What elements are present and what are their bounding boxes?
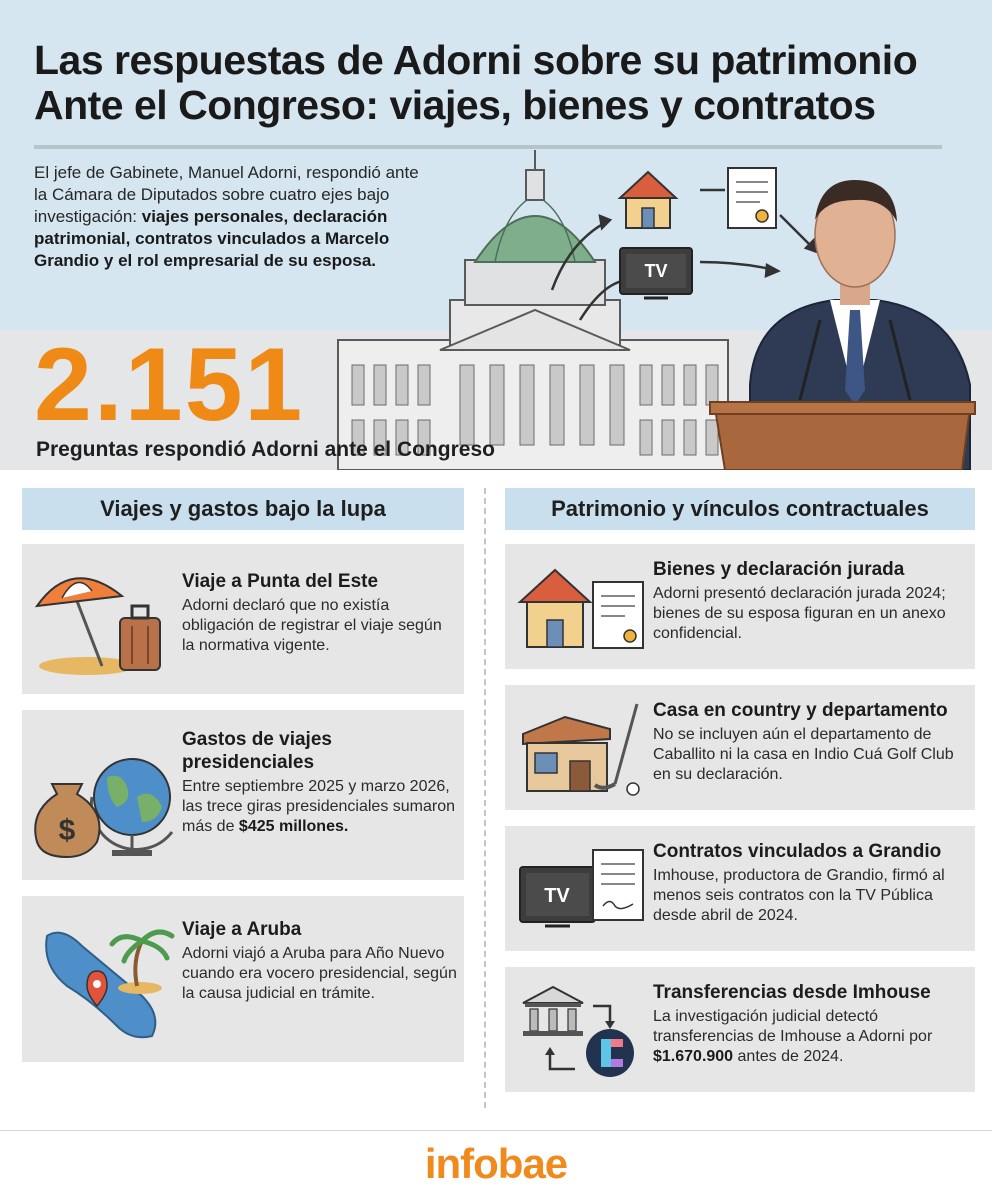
card-title: Viaje a Punta del Este (182, 571, 379, 592)
beach-umbrella-suitcase-icon (32, 566, 182, 676)
left-column (22, 488, 464, 1078)
card-text: No se incluyen aún el departamento de Caballito ni la casa en Indio Cuá Golf Club en su declaración. (653, 726, 954, 783)
card-text-amount: $425 millones. (238, 818, 349, 835)
title-rule (34, 145, 942, 149)
card-text (182, 777, 457, 837)
house-golf-icon (515, 699, 650, 799)
bank-transfer-icon (515, 981, 650, 1081)
house-icon (620, 172, 676, 228)
right-column (505, 488, 975, 1108)
card-text: Imhouse, productora de Grandio, firmó al menos seis contratos con la TV Pública desde abril de 2024. (653, 867, 945, 924)
tv-label: TV (544, 885, 570, 907)
card-title: Contratos vinculados a Grandio (653, 841, 942, 862)
tv-icon (620, 248, 692, 298)
card-gastos-viajes (22, 710, 464, 880)
footer-rule (0, 1130, 992, 1131)
card-bienes-declaracion (505, 544, 975, 669)
card-text: Adorni viajó a Aruba para Año Nuevo cuando era vocero presidencial, según la causa judicial en trámite. (182, 945, 457, 1002)
card-text: Adorni declaró que no existía obligación de registrar el viaje según la normativa vigente. (182, 597, 442, 654)
column-divider (484, 488, 486, 1108)
card-title: Viaje a Aruba (182, 919, 302, 940)
section-title-assets: Patrimonio y vínculos contractuales (505, 488, 975, 530)
card-text (653, 1007, 968, 1067)
card-title: Transferencias desde Imhouse (653, 982, 931, 1003)
card-text-plain: Entre septiembre 2025 y marzo 2026, las trece giras presidenciales sumaron más de (182, 778, 456, 835)
card-casa-country (505, 685, 975, 810)
hero-section (0, 0, 992, 470)
money-bag-globe-icon (32, 742, 182, 862)
svg-text:$: $ (58, 814, 76, 847)
intro-bold: viajes personales, declaración patrimonial, contratos vinculados a Marcelo Grandio y el rol empresarial de su esposa. (34, 207, 390, 270)
intro-plain: El jefe de Gabinete, Manuel Adorni, respondió ante la Cámara de Diputados sobre cuatro ejes bajo investigación: (34, 163, 419, 226)
hero-illustration (330, 150, 992, 470)
infobae-logo[interactable]: infobae (424, 1140, 568, 1187)
card-title: Casa en country y departamento (653, 700, 948, 721)
house-document-icon (515, 562, 650, 654)
page-title (34, 38, 964, 128)
tv-label: TV (644, 261, 668, 281)
questions-count: 2.151 (34, 327, 305, 443)
card-contratos-grandio (505, 826, 975, 951)
card-transferencias-imhouse (505, 967, 975, 1092)
card-text-end: antes de 2024. (733, 1048, 844, 1065)
title-line-1: Las respuestas de Adorni sobre su patrimonio (34, 37, 918, 83)
questions-caption: Preguntas respondió Adorni ante el Congreso (36, 438, 495, 461)
section-title-travel: Viajes y gastos bajo la lupa (22, 488, 464, 530)
card-text-amount: $1.670.900 (653, 1048, 734, 1065)
document-icon (728, 168, 776, 228)
card-text-plain: La investigación judicial detectó transferencias de Imhouse a Adorni por (653, 1008, 933, 1045)
card-punta-del-este (22, 544, 464, 694)
card-text: Adorni presentó declaración jurada 2024; bienes de su esposa figuran en un anexo confidencial. (653, 585, 946, 642)
card-title: Bienes y declaración jurada (653, 559, 905, 580)
title-line-2: Ante el Congreso: viajes, bienes y contratos (34, 82, 876, 128)
card-viaje-aruba (22, 896, 464, 1062)
card-title: Gastos de viajes presidenciales (182, 729, 332, 773)
aruba-map-icon (32, 916, 182, 1046)
tv-contract-icon (515, 842, 650, 938)
